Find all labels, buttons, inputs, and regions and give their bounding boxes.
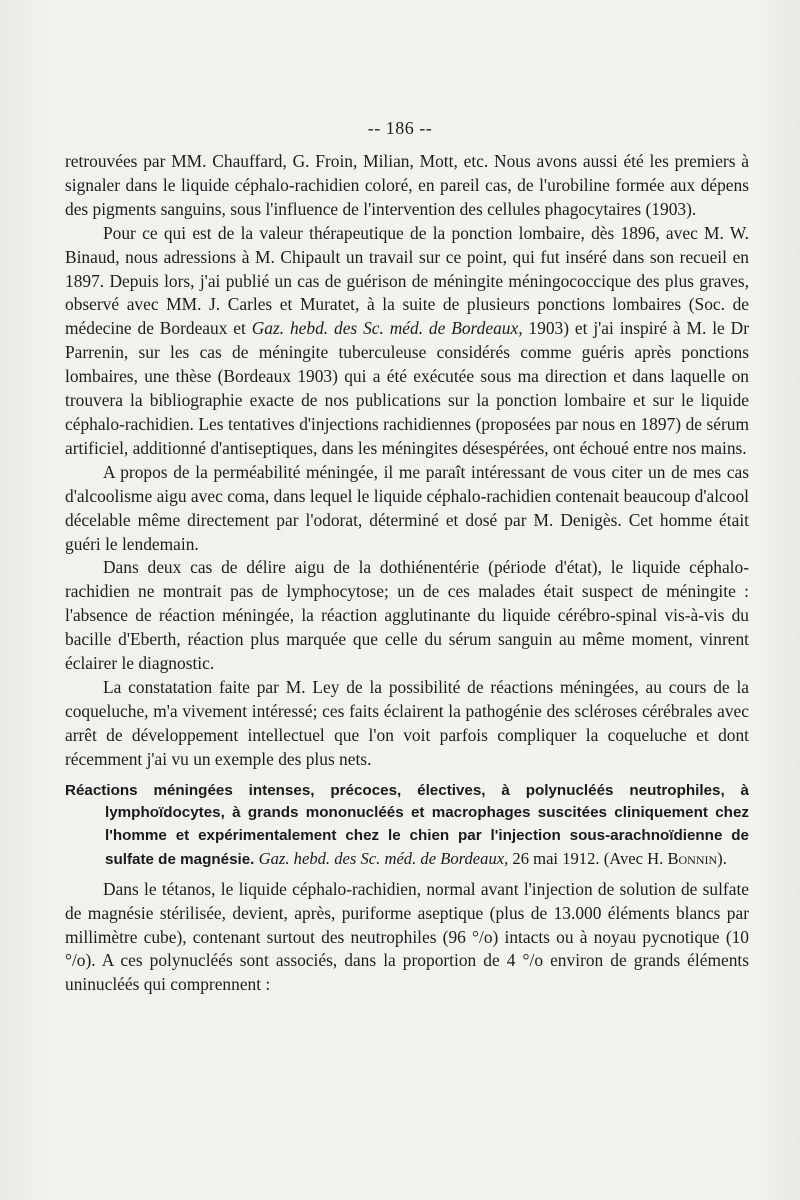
journal-citation: Gaz. hebd. des Sc. méd. de Bordeaux, [251,318,523,339]
paragraph-text: Pour ce qui est de la valeur thérapeutique de la ponction lombaire, dès 1896, avec M. W. Binaud, nous adressions à M. Chipault un travail sur ce point, qui fut inséré dans son recueil en 1897. Depuis lors, j'ai publié un cas de guérison de méningite méningococcique des plus graves, observé avec MM. J. Carles et Muratet, à la suite de plusieurs ponctions lombaires (Soc. de médecine de Bordeaux et [65,222,749,339]
paragraph-acute-delirium: Dans deux cas de délire aigu de la dothiénentérie (période d'état), le liquide céphalo-rachidien ne montrait pas de lymphocytose; un de ces malades était suspect de méningite : l'absence de réaction méningée, la réaction agglutinante du liquide cérébro-spinal vis-à-vis du bacille d'Eberth, réaction plus marquée que celle du sérum sanguin au même moment, vinrent éclairer le diagnostic. [65,557,749,674]
bibliography-entry [65,780,749,872]
paragraph-meningeal-permeability: A propos de la perméabilité méningée, il me paraît intéressant de vous citer un de mes cas d'alcoolisme aigu avec coma, dans lequel le liquide céphalo-rachidien contenait beaucoup d'alcool décelable même directement par l'odorat, déterminé et dosé par M. Denigès. Cet homme était guéri le lendemain. [65,461,749,554]
paragraph-whooping-cough: La constatation faite par M. Ley de la possibilité de réactions méningées, au cours de la coqueluche, m'a vivement intéressé; ces faits éclairent la pathogénie des scléroses cérébrales avec arrêt de développement intellectuel que l'on voit parfois compliquer la coqueluche et dont récemment j'ai vu un exemple des plus nets. [65,676,749,769]
bibliography-coauthor-prefix: (Avec H. [603,848,664,868]
bibliography-title: Réactions méningées intenses, précoces, électives, à polynucléés neutrophiles, à lymphoïdocytes, à grands mononucléés et macrophages suscitées cliniquement chez l'homme et expérimentalement chez le chien par l'injection sous-arachnoïdienne de sulfate de magnésie. [65,781,749,868]
bibliography-reference [259,849,727,868]
page-number: -- 186 -- [367,118,433,138]
paragraph-tetanus: Dans le tétanos, le liquide céphalo-rachidien, normal avant l'injection de solution de sulfate de magnésie stérilisée, devient, après, puriforme aseptique (plus de 13.000 éléments blancs par millimètre cube), contenant surtout des neutrophiles (96 °/o) intacts ou à noyau pycnotique (10 °/o). A ces polynucléés sont associés, dans la proportion de 4 °/o environ de grands éléments uninucléés qui comprennent : [65,878,749,995]
paragraph-therapeutic-value [65,222,749,461]
page-body [65,150,749,997]
paragraph-text: 1903) et j'ai inspiré à M. le Dr Parrenin, sur les cas de méningite tuberculeuse considérés comme guéris après ponctions lombaires, une thèse (Bordeaux 1903) qui a été exécutée sous ma direction et dans laquelle on trouvera la bibliographie exacte de nos publications sur la ponction lombaire et sur le liquide céphalo-rachidien. Les tentatives d'injections rachidiennes (proposées par nous en 1897) de sérum artificiel, additionné d'antiseptiques, dans les méningites désespérées, ont échoué entre nos mains. [65,318,749,458]
bibliography-coauthor: Bonnin [667,848,718,868]
paragraph-continuation: retrouvées par MM. Chauffard, G. Froin, Milian, Mott, etc. Nous avons aussi été les premiers à signaler dans le liquide céphalo-rachidien coloré, en pareil cas, de l'urobiline formée aux dépens des pigments sanguins, sous l'influence de l'intervention des cellules phagocytaires (1903). [65,151,749,219]
bibliography-journal: Gaz. hebd. des Sc. méd. de Bordeaux, [258,848,509,868]
bibliography-coauthor-suffix: ). [717,848,727,868]
bibliography-date: 26 mai 1912. [512,848,600,868]
